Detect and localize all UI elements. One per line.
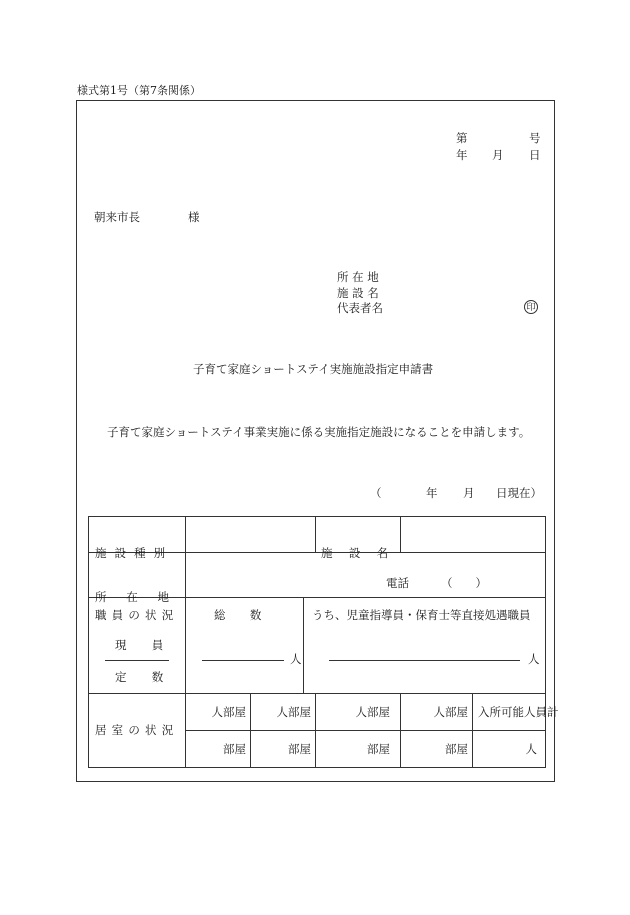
phone-parens: （ ）: [441, 576, 487, 590]
room-label-cell: 居室の状況: [89, 694, 186, 768]
room-type-3[interactable]: 人部屋: [316, 694, 401, 731]
facility-name-label-cell: 施 設 名: [316, 517, 401, 553]
form-number-label: 様式第1号（第7条関係）: [77, 84, 201, 97]
facility-type-value[interactable]: [186, 517, 316, 553]
room-count-2[interactable]: 部屋: [251, 731, 316, 768]
asof-close: 日現在）: [496, 486, 542, 500]
asof-year: 年: [426, 486, 438, 500]
date-year: 年: [456, 148, 468, 162]
room-type-4[interactable]: 人部屋: [401, 694, 473, 731]
asof-open: （: [370, 486, 382, 500]
date-day: 日: [529, 148, 541, 162]
address-value[interactable]: [186, 553, 546, 598]
capacity-total-value[interactable]: 人: [473, 731, 546, 768]
number-dai: 第: [456, 131, 468, 145]
phone-label: 電話: [386, 576, 409, 590]
date-month: 月: [492, 148, 504, 162]
addressee-name: 朝来市長: [94, 210, 140, 224]
capacity-total-label: 入所可能人員計: [473, 694, 546, 731]
seal-mark: 印: [524, 300, 538, 314]
applicant-representative-label: 代表者名: [337, 301, 383, 315]
facility-type-label-cell: 施設種別: [89, 517, 186, 553]
facility-info-table: [88, 516, 559, 768]
room-type-2[interactable]: 人部屋: [251, 694, 316, 731]
staff-total-cell[interactable]: 総 数 人: [186, 598, 304, 694]
applicant-facility-label: 施 設 名: [337, 286, 379, 300]
applicant-address-label: 所 在 地: [337, 270, 379, 284]
room-count-1[interactable]: 部屋: [186, 731, 251, 768]
room-count-4[interactable]: 部屋: [401, 731, 473, 768]
document-title: 子育て家庭ショートステイ実施施設指定申請書: [193, 362, 434, 376]
facility-name-value[interactable]: [401, 517, 546, 553]
number-go: 号: [529, 131, 541, 145]
room-type-1[interactable]: 人部屋: [186, 694, 251, 731]
room-count-3[interactable]: 部屋: [316, 731, 401, 768]
address-label-cell: 所 在 地: [89, 553, 186, 598]
direct-care-staff-cell[interactable]: うち、児童指導員・保育士等直接処遇職員 人: [304, 598, 546, 694]
staff-label-cell: 職員の状況 現員 定数: [89, 598, 186, 694]
asof-month: 月: [463, 486, 475, 500]
application-statement: 子育て家庭ショートステイ事業実施に係る実施指定施設になることを申請します。: [107, 425, 531, 439]
addressee-sama: 様: [188, 210, 200, 224]
